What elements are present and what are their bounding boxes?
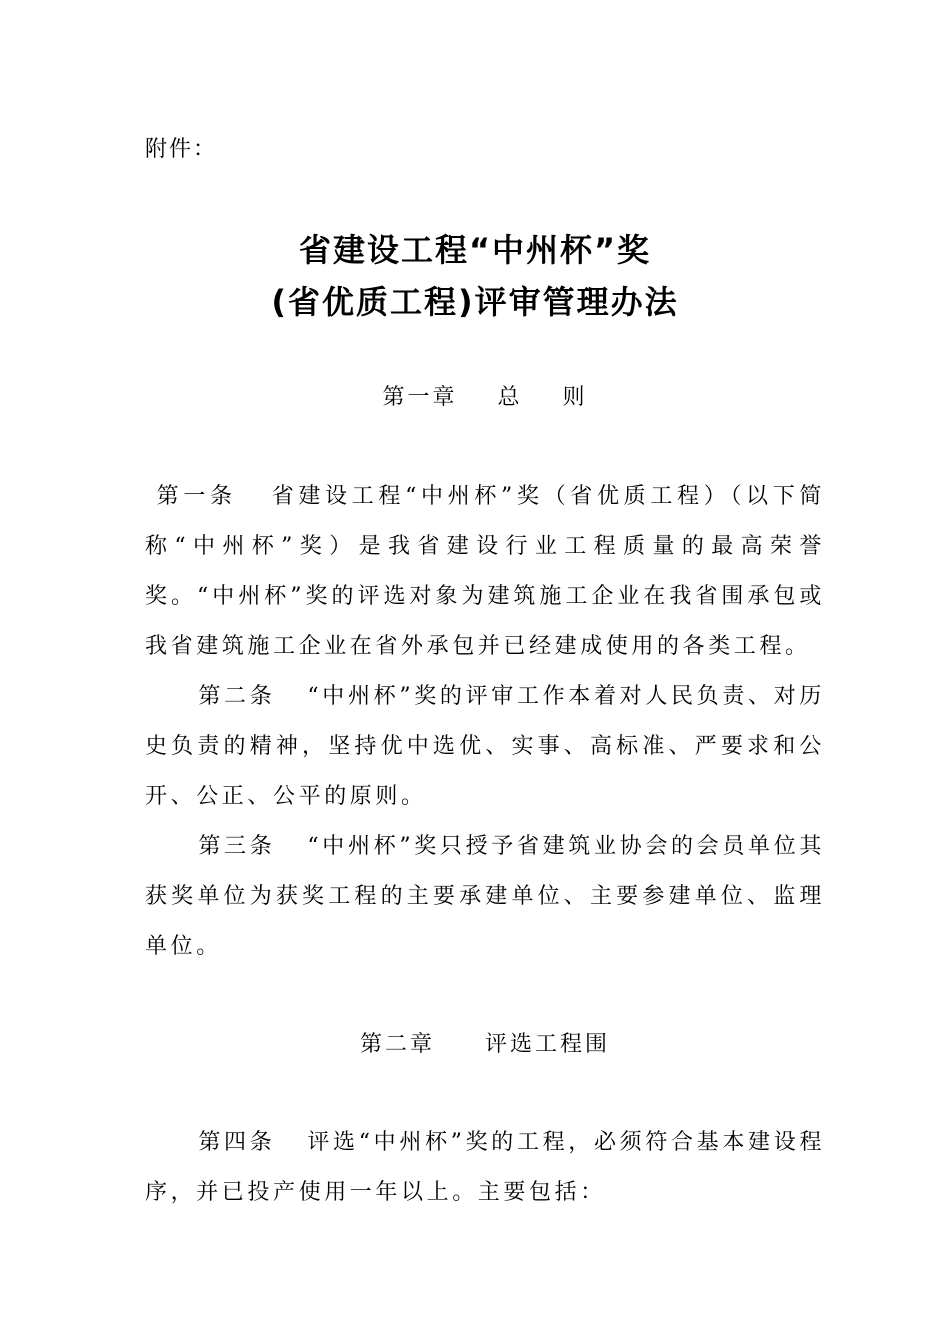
article-3: 第三条 “中州杯”奖只授予省建筑业协会的会员单位其获奖单位为获奖工程的主要承建单位、主要参建单位、监理单位。 [145, 834, 825, 959]
document-title-line2: (省优质工程)评审管理办法 [271, 283, 679, 321]
chapter1-heading: 第一章 总 则 [382, 385, 588, 410]
attachment-label: 附件： [145, 137, 218, 162]
document-title-line1: 省建设工程“中州杯”奖 [298, 231, 652, 269]
article-4: 第四条 评选“中州杯”奖的工程，必须符合基本建设程序，并已投产使用一年以上。主要包括： [145, 1130, 825, 1205]
chapter2-heading: 第二章 评选工程围 [360, 1032, 610, 1057]
article-2: 第二条 “中州杯”奖的评审工作本着对人民负责、对历史负责的精神，坚持优中选优、实事、高标准、严要求和公开、公正、公平的原则。 [145, 684, 825, 809]
article-1: 第一条 省建设工程“中州杯”奖（省优质工程）（以下简称“中州杯”奖）是我省建设行业工程质量的最高荣誉奖。“中州杯”奖的评选对象为建筑施工企业在我省围承包或我省建筑施工企业在省外承包并已经建成使用的各类工程。 [145, 484, 825, 659]
